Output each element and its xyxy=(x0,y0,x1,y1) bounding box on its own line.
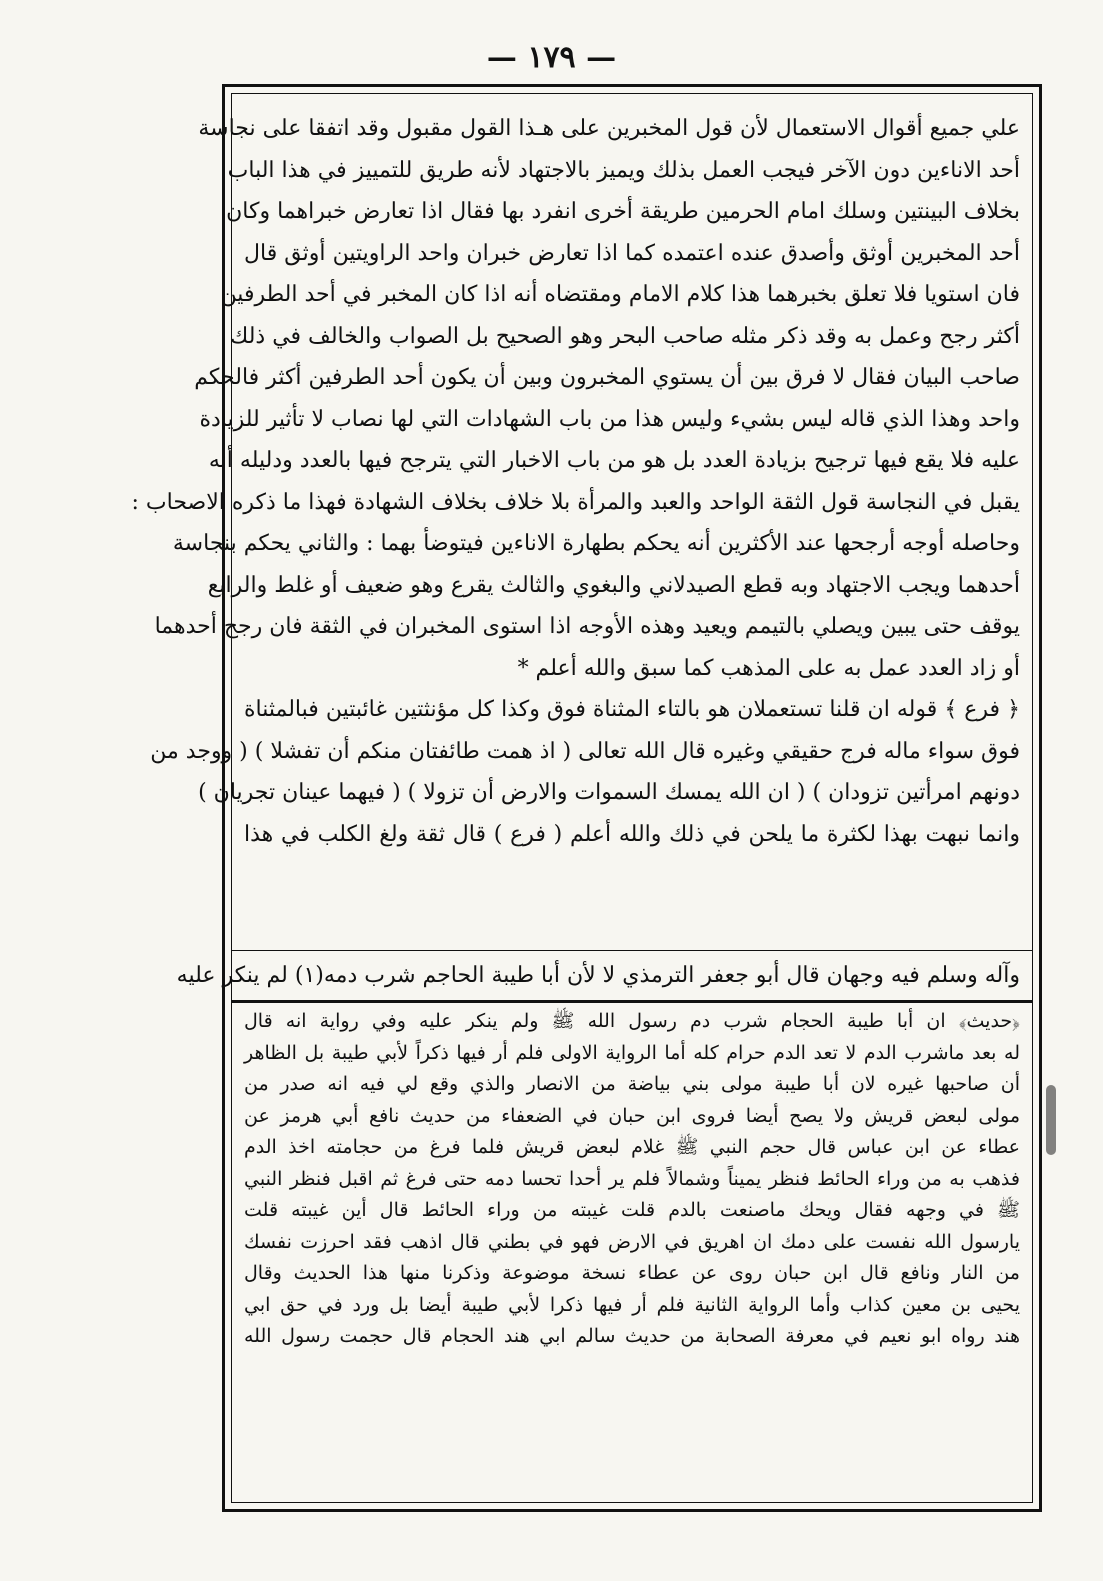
main-line: أحد المخبرين أوثق وأصدق عنده اعتمده كما اذا تعارض خبران واحد الراويتين أوثق قال xyxy=(244,240,1020,266)
main-text xyxy=(131,108,1020,855)
main-line: واحد وهذا الذي قاله ليس بشيء وليس هذا من باب الشهادات التي لها نصاب لا تأثير للزيادة xyxy=(199,406,1020,432)
main-line: عليه فلا يقع فيها ترجيح بزيادة العدد بل هو من باب الاخبار التي يترجح فيها بالعدد ودليله أنه xyxy=(208,448,1020,473)
note-line: فذهب به من وراء الحائط فنظر يميناً وشمالاً فلم ير أحدا تحسا دمه حتى فرغ ثم اقبل فنظر النبي xyxy=(244,1167,1020,1190)
note-line: يارسول الله نفست على دمك ان اهريق في الارض فهو في بطني قال اذهب فقد احرزت نفسك xyxy=(244,1230,1020,1253)
main-line: يقبل في النجاسة قول الثقة الواحد والعبد والمرأة بلا خلاف بخلاف الشهادة فهذا ما ذكره الاصحاب : xyxy=(131,489,1020,515)
main-line: صاحب البيان فقال لا فرق بين أن يستوي المخبرون وبين أن يكون أحد الطرفين أكثر فالحكم xyxy=(194,365,1020,390)
main-line: أو زاد العدد عمل به على المذهب كما سبق والله أعلم * xyxy=(517,655,1020,681)
page-number: — ١٧٩ — xyxy=(486,40,617,75)
note-line: مولى لبعض قريش ولا يصح أيضا فروى ابن حبان في الضعفاء من حديث نافع أبي هرمز عن xyxy=(244,1104,1020,1127)
section-divider xyxy=(232,950,1032,951)
note-line: هند رواه ابو نعيم في معرفة الصحابة من حديث سالم ابي هند الحجام قال حجمت رسول الله xyxy=(244,1325,1020,1347)
main-line: علي جميع أقوال الاستعمال لأن قول المخبرين على هـذا القول مقبول وقد اتفقا على نجاسة xyxy=(198,116,1020,141)
main-line: أحدهما ويجب الاجتهاد وبه قطع الصيدلاني والبغوي والثالث يقرع وهو ضعيف أو غلط والرابع xyxy=(207,572,1020,598)
main-line: أكثر رجح وعمل به وقد ذكر مثله صاحب البحر وهو الصحيح بل الصواب والخالف في ذلك xyxy=(230,323,1020,349)
footnote-divider xyxy=(232,1000,1032,1003)
main-line: فوق سواء ماله فرج حقيقي وغيره قال الله تعالى ( اذ همت طائفتان منكم أن تفشلا ) ( ووجد من xyxy=(150,738,1020,764)
main-line: دونهم امرأتين تزودان ) ( ان الله يمسك السموات والارض أن تزولا ) ( فيهما عينان تجريان ) xyxy=(198,780,1020,805)
main-line: فان استويا فلا تعلق بخبرهما هذا كلام الامام ومقتضاه أنه اذا كان المخبر في أحد الطرفين xyxy=(220,282,1020,307)
margin-ink-mark xyxy=(1046,1085,1056,1155)
main-line: وحاصله أوجه أرجحها عند الأكثرين أنه يحكم بطهارة الاناءين فيتوضأ بهما : والثاني يحكم بنجاسة xyxy=(172,531,1020,556)
main-line: وانما نبهت بهذا لكثرة ما يلحن في ذلك والله أعلم ( فرع ) قال ثقة ولغ الكلب في هذا xyxy=(244,821,1020,847)
main-line: ﴿ فرع ﴾ قوله ان قلنا تستعملان هو بالتاء المثناة فوق وكذا كل مؤنثتين غائبتين فبالمثناة xyxy=(244,697,1020,722)
continuation-line: وآله وسلم فيه وجهان قال أبو جعفر الترمذي لا لأن أبا طيبة الحاجم شرب دمه(١) لم ينكر عليه xyxy=(176,963,1020,988)
note-line: ﴿حديث﴾ ان أبا طيبة الحجام شرب دم رسول الله ﷺ ولم ينكر عليه وفي رواية انه قال xyxy=(244,1010,1020,1032)
main-line: بخلاف البينتين وسلك امام الحرمين طريقة أخرى انفرد بها فقال اذا تعارض خبراهما وكان xyxy=(226,199,1020,224)
page-frame xyxy=(131,84,1042,1512)
note-line: يحيى بن معين كذاب وأما الرواية الثانية فلم أر فيها ذكرا لأبي طيبة أيضا بل ورد في حق ابي xyxy=(244,1293,1020,1316)
main-line: أحد الاناءين دون الآخر فيجب العمل بذلك ويميز بالاجتهاد لأنه طريق للتمييز في هذا الباب xyxy=(227,157,1020,183)
note-line: من النار ونافع قال ابن حبان روى عن عطاء نسخة موضوعة وذكرنا منها هذا الحديث وقال xyxy=(244,1262,1020,1284)
inner-frame xyxy=(131,93,1033,1503)
note-line: ﷺ في وجهه فقال ويحك ماصنعت بالدم قلت غيبته من وراء الحائط قال أين غيبته قلت xyxy=(244,1199,1020,1221)
note-line: له بعد ماشرب الدم لا تعد الدم حرام كله أما الرواية الاولى فلم أر فيها ذكراً لأبي طيبة بل الظاهر xyxy=(244,1041,1020,1064)
note-line: عطاء عن ابن عباس قال حجم النبي ﷺ غلام لبعض قريش فلما فرغ من حجامته اخذ الدم xyxy=(244,1136,1020,1158)
footnote-text xyxy=(244,1006,1020,1353)
note-line: أن صاحبها غيره لان أبا طيبة مولى بني بياضة من الانصار والذي وقع لي فيه انه صدر من xyxy=(244,1073,1020,1095)
main-line: يوقف حتى يبين ويصلي بالتيمم ويعيد وهذه الأوجه اذا استوى المخبران في الثقة فان رجح أحدهما xyxy=(154,614,1020,639)
